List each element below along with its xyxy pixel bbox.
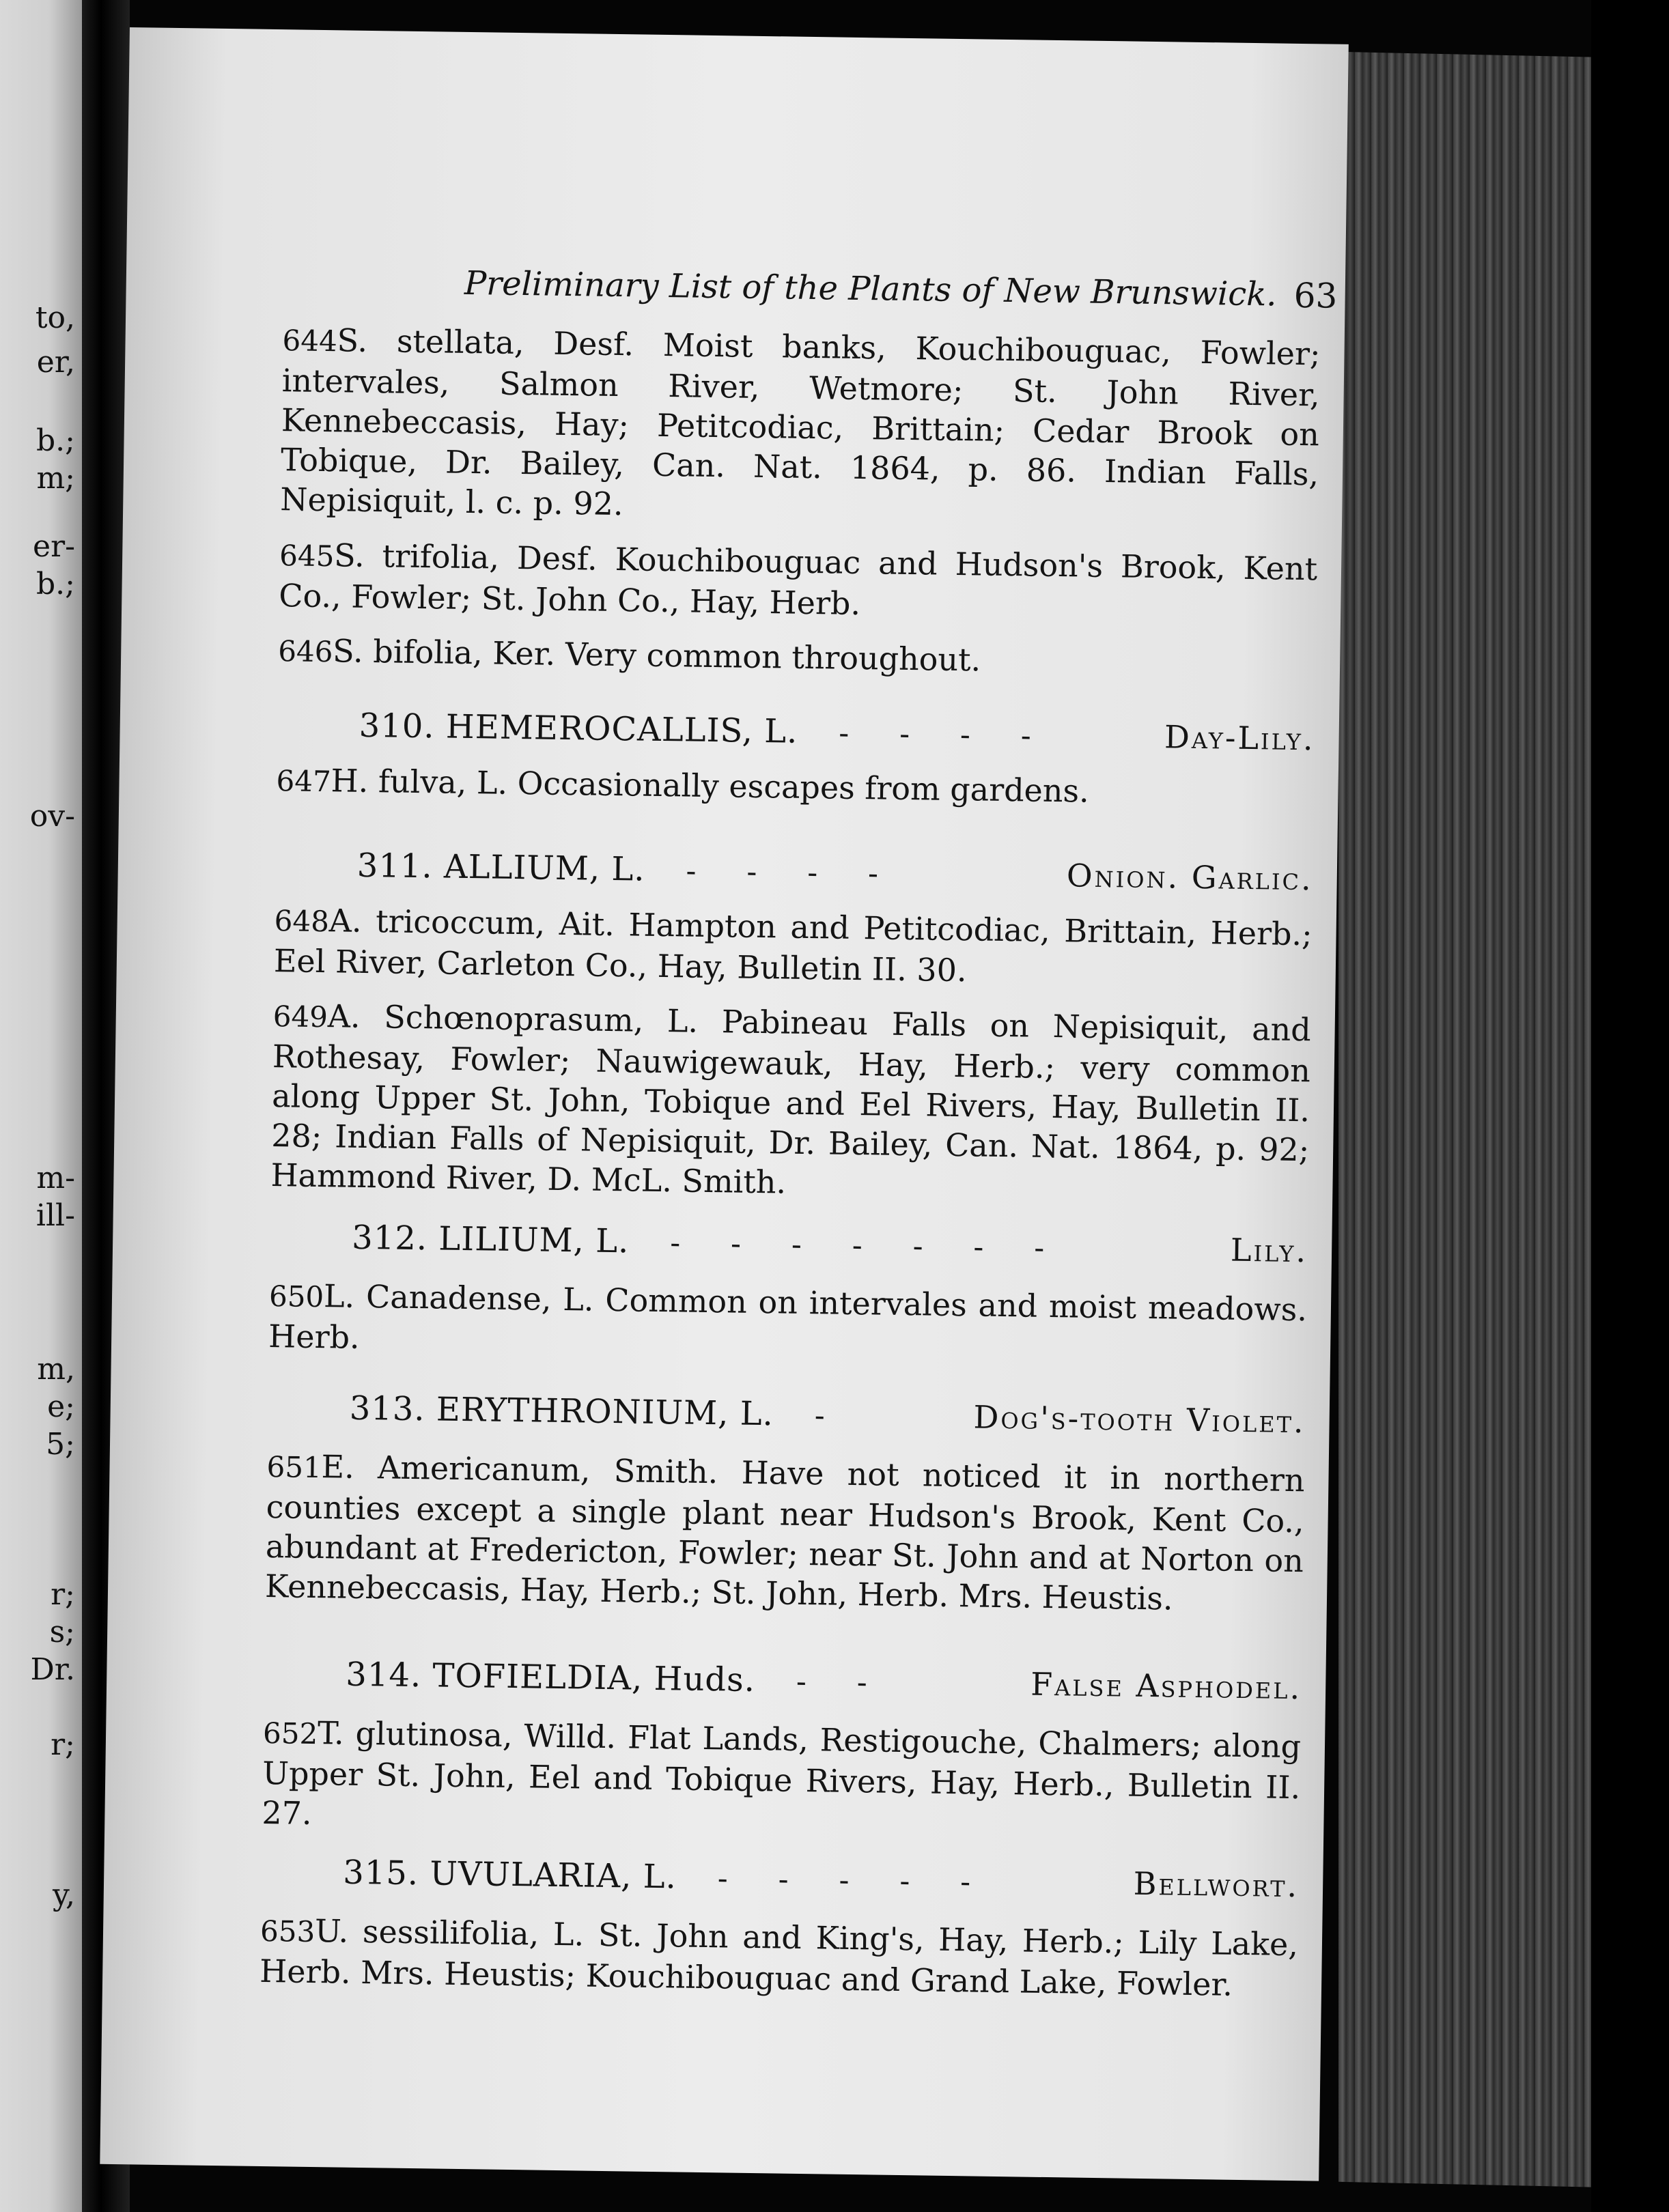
- genus-heading: [343, 1854, 1300, 1905]
- entry-text: S. stellata, Desf. Moist banks, Kouchibouguac, Fowler; intervales, Salmon River, Wetmore; St. John River, Kennebeccasis, Hay; Petitcodiac, Brittain; Cedar Brook on Tobique, Dr. Bailey, Can. Nat. 1864, p. 86. Indian Falls, Nepisiquit, l. c. p. 92.: [279, 322, 1321, 523]
- left-fragment: s;: [49, 1615, 75, 1649]
- left-fragment: b.;: [36, 567, 75, 601]
- left-fragment: er-: [33, 529, 75, 564]
- left-fragment: ov-: [29, 799, 75, 834]
- left-fragment: m;: [36, 461, 75, 496]
- leader-dashes: - - - - -: [717, 1861, 992, 1900]
- entry-number: 653: [260, 1914, 315, 1949]
- genus-name: 315. UVULARIA, L.: [342, 1853, 677, 1897]
- entry-text: U. sessilifolia, L. St. John and King's, Hay, Herb.; Lily Lake, Herb. Mrs. Heustis; Kouchibouguac and Grand Lake, Fowler.: [259, 1912, 1299, 2003]
- left-fragment: r;: [51, 1577, 75, 1612]
- left-fragment: r;: [51, 1727, 75, 1762]
- leader-dashes: -: [814, 1398, 846, 1434]
- left-fragment: 5;: [46, 1427, 75, 1462]
- entry-number: 648: [274, 904, 330, 939]
- entry-text: S. bifolia, Ker. Very common throughout.: [332, 632, 981, 679]
- left-fragment: m,: [37, 1352, 75, 1387]
- entry-number: 644: [282, 324, 338, 358]
- species-entry: [262, 1712, 1301, 1847]
- background-shadow: [1591, 0, 1669, 2212]
- entry-text: A. tricoccum, Ait. Hampton and Petitcodiac, Brittain, Herb.; Eel River, Carleton Co., Hay, Bulletin II. 30.: [273, 902, 1313, 989]
- species-entry: [278, 630, 1317, 685]
- genus-name: 312. LILIUM, L.: [351, 1218, 630, 1261]
- left-fragment: y,: [53, 1877, 75, 1912]
- entry-text: S. trifolia, Desf. Kouchibouguac and Hudson's Brook, Kent Co., Fowler; St. John Co., Hay, Herb.: [279, 537, 1318, 623]
- genus-name: 314. TOFIELDIA, Huds.: [345, 1655, 756, 1700]
- common-name: Lily.: [1230, 1231, 1308, 1270]
- leader-dashes: - - - - - - -: [669, 1225, 1065, 1266]
- page-block-edges: [1338, 52, 1612, 2187]
- genus-heading: [349, 1389, 1306, 1441]
- entry-text: H. fulva, L. Occasionally escapes from gardens.: [331, 762, 1090, 810]
- book-page: [100, 27, 1349, 2181]
- leader-dashes: - - - -: [686, 853, 899, 892]
- leader-dashes: - - - -: [838, 715, 1052, 754]
- species-entry: [276, 760, 1315, 815]
- entry-number: 645: [279, 539, 335, 573]
- species-entry: [280, 320, 1321, 533]
- page-number: 63: [1293, 275, 1338, 316]
- left-fragment: Dr.: [30, 1652, 75, 1687]
- entry-number: 650: [268, 1279, 324, 1314]
- entry-text: A. Schœnoprasum, L. Pabineau Falls on Nepisiquit, and Rothesay, Fowler; Nauwigewauk, Hay, Herb.; very common along Upper St. John, Tobique and Eel Rivers, Hay, Bulletin II. 28; Indian Falls of Nepisiquit, Dr. Bailey, Can. Nat. 1864, p. 92; Hammond River, D. McL. Smith.: [270, 997, 1312, 1201]
- page-content: [259, 261, 1338, 2003]
- running-header: Preliminary List of the Plants of New Brunswick.: [464, 264, 1277, 314]
- left-fragment: m-: [36, 1161, 75, 1195]
- previous-page-edge: [0, 0, 82, 2212]
- common-name: Day-Lily.: [1164, 718, 1315, 758]
- species-entry: [274, 900, 1313, 995]
- common-name: Onion. Garlic.: [1066, 857, 1314, 898]
- genus-heading: [356, 847, 1313, 898]
- left-fragment: to,: [35, 300, 75, 335]
- common-name: Bellwort.: [1133, 1864, 1300, 1905]
- leader-dashes: - -: [796, 1664, 888, 1701]
- species-entry: [265, 1446, 1305, 1620]
- genus-heading: [359, 707, 1315, 758]
- species-entry: [260, 1910, 1298, 2005]
- left-fragment: b.;: [36, 423, 75, 458]
- left-fragment: er,: [36, 345, 75, 380]
- entry-number: 652: [262, 1716, 318, 1751]
- entry-text: E. Americanum, Smith. Have not noticed it in northern counties except a single plant near Hudson's Brook, Kent Co., abundant at Fredericton, Fowler; near St. John and at Norton on Kennebeccasis, Hay, Herb.; St. John, Herb. Mrs. Heustis.: [264, 1448, 1305, 1617]
- entry-number: 651: [266, 1450, 322, 1485]
- left-fragment: ill-: [36, 1198, 75, 1233]
- genus-name: 311. ALLIUM, L.: [356, 846, 646, 889]
- entry-text: L. Canadense, L. Common on intervales and moist meadows. Herb.: [268, 1277, 1308, 1356]
- left-fragment: e;: [47, 1389, 75, 1424]
- entry-number: 647: [276, 764, 332, 799]
- species-entry: [279, 535, 1317, 629]
- genus-name: 313. ERYTHRONIUM, L.: [349, 1389, 774, 1434]
- genus-heading: [346, 1656, 1302, 1707]
- species-entry: [270, 995, 1311, 1209]
- genus-name: 310. HEMEROCALLIS, L.: [359, 706, 798, 751]
- common-name: Dog's-tooth Violet.: [973, 1398, 1306, 1441]
- entry-number: 646: [277, 634, 333, 669]
- species-entry: [268, 1275, 1307, 1370]
- genus-heading: [352, 1219, 1308, 1271]
- entry-number: 649: [272, 999, 328, 1034]
- entry-text: T. glutinosa, Willd. Flat Lands, Restigouche, Chalmers; along Upper St. John, Eel and Tobique Rivers, Hay, Herb., Bulletin II. 27.: [262, 1714, 1302, 1832]
- common-name: False Asphodel.: [1030, 1665, 1302, 1707]
